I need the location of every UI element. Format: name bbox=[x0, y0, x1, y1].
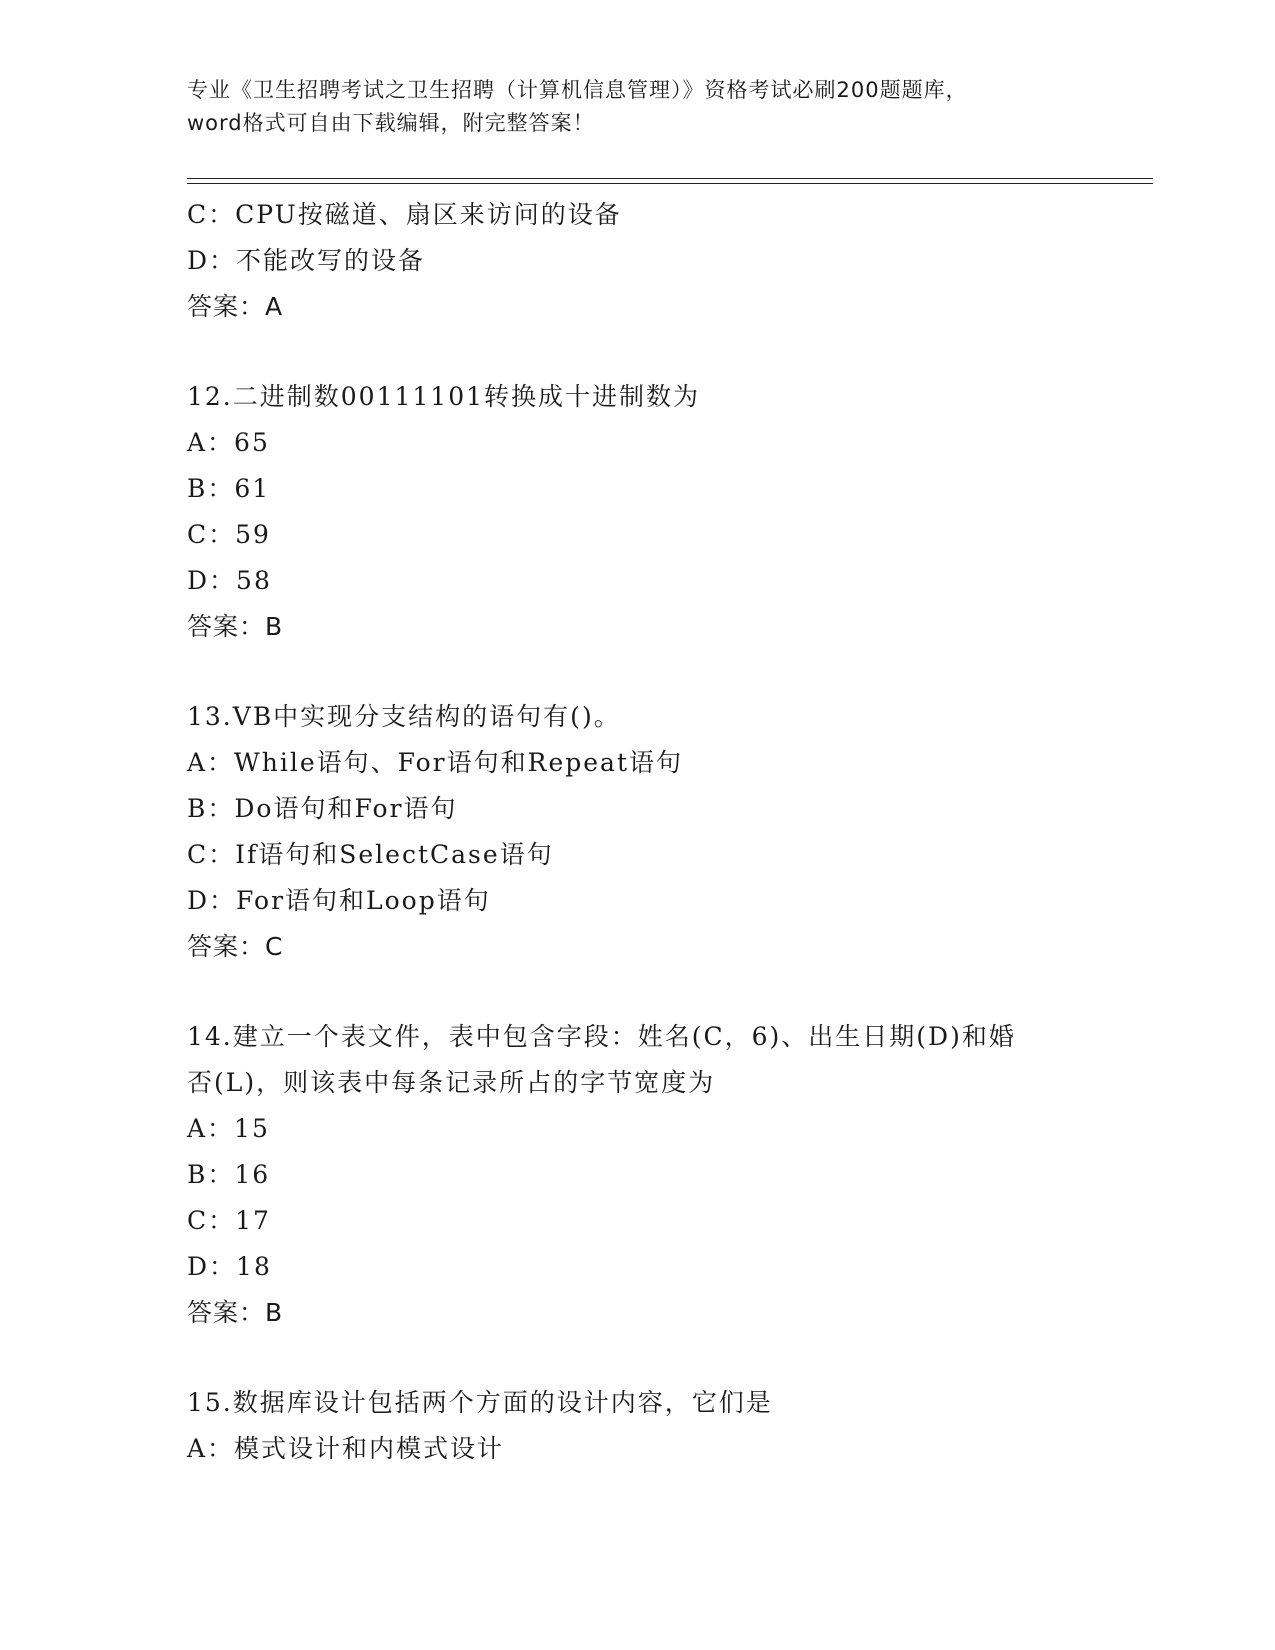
q12-answer: 答案：B bbox=[187, 612, 284, 641]
q12-option-a: A：65 bbox=[187, 428, 270, 457]
q13-option-a: A：While语句、For语句和Repeat语句 bbox=[187, 748, 683, 777]
document-header bbox=[187, 74, 1087, 140]
question-12 bbox=[187, 374, 1087, 650]
header-title-line-1: 专业《卫生招聘考试之卫生招聘（计算机信息管理）》资格考试必刷200题题库， bbox=[187, 78, 968, 102]
q13-option-b: B：Do语句和For语句 bbox=[187, 794, 458, 823]
q14-stem-line-2: 否(L)，则该表中每条记录所占的字节宽度为 bbox=[187, 1068, 716, 1097]
q11-option-c: C：CPU按磁道、扇区来访问的设备 bbox=[187, 200, 622, 229]
q13-option-d: D：For语句和Loop语句 bbox=[187, 886, 491, 915]
q11-answer: 答案：A bbox=[187, 292, 284, 321]
q12-option-c: C：59 bbox=[187, 520, 271, 549]
q12-stem: 12.二进制数00111101转换成十进制数为 bbox=[187, 382, 701, 411]
q15-option-a: A：模式设计和内模式设计 bbox=[187, 1434, 505, 1463]
q11-option-d: D：不能改写的设备 bbox=[187, 246, 426, 275]
q13-option-c: C：If语句和SelectCase语句 bbox=[187, 840, 554, 869]
header-title-line-2: word格式可自由下载编辑，附完整答案！ bbox=[187, 111, 595, 135]
q14-option-a: A：15 bbox=[187, 1114, 270, 1143]
header-divider-top bbox=[187, 178, 1153, 179]
question-11 bbox=[187, 192, 1087, 330]
question-13 bbox=[187, 694, 1087, 970]
q14-option-c: C：17 bbox=[187, 1206, 271, 1235]
question-14 bbox=[187, 1014, 1087, 1336]
spacer bbox=[187, 970, 1087, 1014]
q13-answer: 答案：C bbox=[187, 932, 284, 961]
question-list bbox=[187, 192, 1087, 1472]
header-divider-bottom bbox=[187, 183, 1153, 184]
spacer bbox=[187, 330, 1087, 374]
question-15 bbox=[187, 1380, 1087, 1472]
q14-answer: 答案：B bbox=[187, 1298, 284, 1327]
q15-stem: 15.数据库设计包括两个方面的设计内容，它们是 bbox=[187, 1388, 773, 1417]
q12-option-d: D：58 bbox=[187, 566, 272, 595]
q14-stem-line-1: 14.建立一个表文件，表中包含字段：姓名(C，6)、出生日期(D)和婚 bbox=[187, 1022, 1016, 1051]
q13-stem: 13.VB中实现分支结构的语句有()。 bbox=[187, 702, 621, 731]
spacer bbox=[187, 650, 1087, 694]
q12-option-b: B：61 bbox=[187, 474, 271, 503]
spacer bbox=[187, 1336, 1087, 1380]
q14-option-d: D：18 bbox=[187, 1252, 272, 1281]
q14-option-b: B：16 bbox=[187, 1160, 271, 1189]
